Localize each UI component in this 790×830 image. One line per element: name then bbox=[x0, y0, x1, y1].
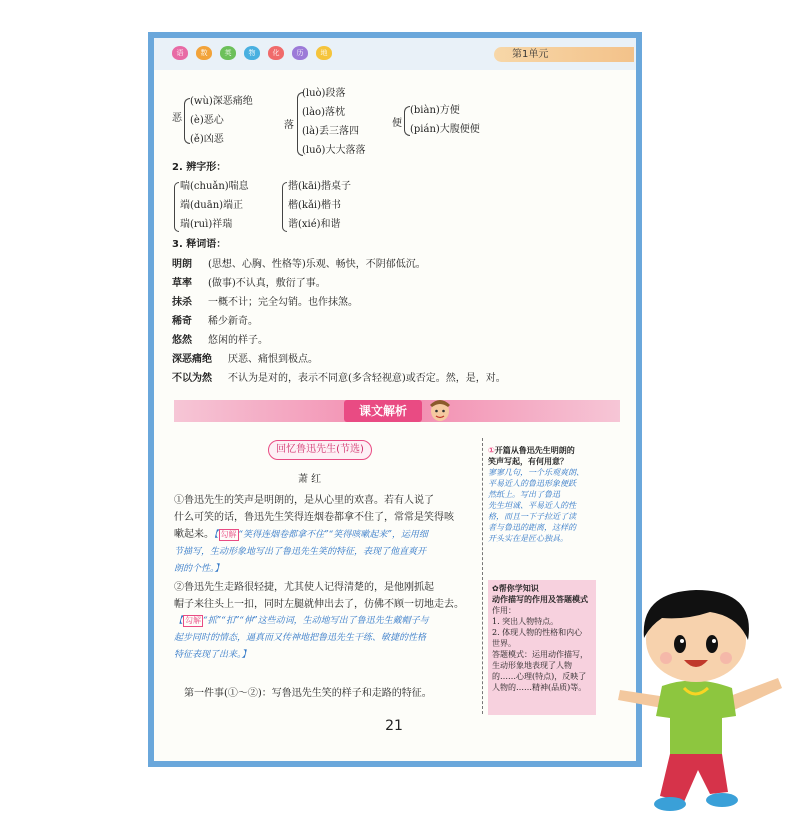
knowledge-line: 1. 突出人物特点。 bbox=[492, 617, 559, 626]
definition-term: 不以为然 bbox=[172, 373, 212, 384]
answer-line: 平易近人的鲁迅形象便跃 bbox=[488, 479, 576, 488]
subject-bubble: 化 bbox=[268, 46, 284, 60]
header-bar bbox=[154, 38, 636, 70]
knowledge-line: 2. 体现人物的性格和内心 bbox=[492, 628, 583, 637]
answer-line: 然纸上。写出了鲁迅 bbox=[488, 490, 560, 499]
knowledge-line: 的……心理(特点)，反映了 bbox=[492, 672, 587, 681]
question-line bbox=[488, 445, 600, 456]
definition-row bbox=[172, 373, 506, 385]
definition-term: 深恶痛绝 bbox=[172, 354, 212, 365]
note-line: 节描写，生动形象地写出了鲁迅先生笑的特征，表现了他直爽开 bbox=[174, 547, 427, 557]
definition-term: 明朗 bbox=[172, 259, 192, 270]
text-line: ②鲁迅先生走路很轻捷，尤其使人记得清楚的，是他刚抓起 bbox=[174, 582, 434, 593]
text-line: 什么可笑的话，鲁迅先生笑得连烟卷都拿不住了，常常是笑得咳 bbox=[174, 512, 454, 523]
definition-text: 一概不计；完全勾销。也作抹煞。 bbox=[208, 297, 358, 308]
definition-text: 稀少新奇。 bbox=[208, 316, 258, 327]
knowledge-title: ✿帮你学知识 bbox=[492, 584, 539, 593]
glyph-item: 喘(chuǎn)喘息 bbox=[180, 181, 249, 192]
cartoon-face-icon bbox=[428, 395, 452, 423]
definition-row bbox=[172, 316, 258, 328]
cartoon-boy-illustration bbox=[610, 578, 790, 830]
banner-title: 课文解析 bbox=[344, 400, 422, 422]
answer-line: 先生坦诚、平易近人的性 bbox=[488, 501, 576, 510]
answer-line: 者与鲁迅的距离，这样的 bbox=[488, 523, 576, 532]
poly-reading: (luò)段落 bbox=[302, 88, 346, 99]
knowledge-line: 作用： bbox=[492, 606, 516, 615]
paragraph-2 bbox=[174, 579, 474, 664]
textbook-page bbox=[154, 38, 636, 761]
definition-term: 草率 bbox=[172, 278, 192, 289]
section-heading: 3. 释词语： bbox=[172, 239, 227, 250]
knowledge-line: 人物的……精神(品质)等。 bbox=[492, 683, 587, 692]
question-text: 开篇从鲁迅先生明朗的 bbox=[494, 446, 575, 455]
text-line: ①鲁迅先生的笑声是明朗的，是从心里的欢喜。若有人说了 bbox=[174, 495, 434, 506]
subject-bubble: 英 bbox=[220, 46, 236, 60]
knowledge-box bbox=[488, 580, 596, 715]
definition-row bbox=[172, 335, 268, 347]
brace bbox=[174, 182, 179, 232]
note-line: 【 勾解 “抓”“扣”“伸”这些动词，生动地写出了鲁迅先生戴帽子与 bbox=[174, 616, 429, 626]
glyph-item: 谐(xié)和谐 bbox=[288, 219, 341, 230]
glyph-item: 端(duān)端正 bbox=[180, 200, 244, 211]
article-author: 萧 红 bbox=[298, 474, 322, 485]
knowledge-line: 答题模式：运用动作描写， bbox=[492, 650, 588, 659]
subject-bubble: 语 bbox=[172, 46, 188, 60]
poly-reading: (pián)大腹便便 bbox=[410, 124, 480, 135]
note-line: 起步同时的情态，逼真而又传神地把鲁迅先生干练、敏捷的性格 bbox=[174, 633, 427, 643]
poly-char-luo: 落 bbox=[284, 120, 294, 131]
sidebar-question bbox=[488, 445, 600, 544]
subject-bubble: 地 bbox=[316, 46, 332, 60]
poly-char-e: 恶 bbox=[172, 113, 182, 124]
knowledge-subtitle: 动作描写的作用及答题模式 bbox=[492, 595, 588, 604]
unit-label: 第1单元 bbox=[494, 47, 634, 62]
definition-term: 悠然 bbox=[172, 335, 192, 346]
text-segment: 嗽起来。 bbox=[174, 529, 214, 540]
poly-reading: (wù)深恶痛绝 bbox=[190, 96, 253, 107]
definition-term: 稀奇 bbox=[172, 316, 192, 327]
subject-bubble: 数 bbox=[196, 46, 212, 60]
answer-line: 寥寥几句，一个乐观爽朗、 bbox=[488, 468, 584, 477]
note-line: 朗的个性。】 bbox=[174, 564, 224, 574]
note-text: 特征表现了出来。 bbox=[174, 650, 242, 660]
glyph-item: 楷(kǎi)楷书 bbox=[288, 200, 342, 211]
definition-text: 悠闲的样子。 bbox=[208, 335, 268, 346]
definition-text: (思想、心胸、性格等)乐观、畅快，不阴郁低沉。 bbox=[208, 259, 426, 270]
definition-text: 不认为是对的，表示不同意(多含轻视意)或否定。然，是，对。 bbox=[228, 373, 506, 384]
knowledge-line: 生动形象地表现了人物 bbox=[492, 661, 572, 670]
definition-text: 厌恶、痛恨到极点。 bbox=[228, 354, 318, 365]
page-number: 21 bbox=[385, 718, 403, 734]
note-line: 特征表现了出来。】 bbox=[174, 650, 251, 660]
glyph-item: 瑞(ruì)祥瑞 bbox=[180, 219, 233, 230]
note-text: 朗的个性。 bbox=[174, 564, 215, 574]
definition-text: (做事)不认真，敷衍了事。 bbox=[208, 278, 326, 289]
note-tag: 勾解 bbox=[185, 616, 202, 625]
knowledge-line: 世界。 bbox=[492, 639, 516, 648]
note-text: “笑得连烟卷都拿不住”“笑得咳嗽起来”，运用细 bbox=[238, 530, 428, 540]
poly-reading: (luō)大大落落 bbox=[302, 145, 366, 156]
poly-reading: (lào)落枕 bbox=[302, 107, 345, 118]
poly-reading: (là)丢三落四 bbox=[302, 126, 359, 137]
section-summary: 第一件事(①～②)：写鲁迅先生笑的样子和走路的特征。 bbox=[184, 688, 432, 699]
definition-row bbox=[172, 297, 358, 309]
note-tag: 勾解 bbox=[220, 530, 237, 539]
subject-bubble: 物 bbox=[244, 46, 260, 60]
poly-reading: (è)恶心 bbox=[190, 115, 224, 126]
article-title: 回忆鲁迅先生(节选) bbox=[268, 440, 372, 460]
text-line: 帽子来往头上一扣，同时左腿就伸出去了，仿佛不顾一切地走去。 bbox=[174, 599, 464, 610]
poly-reading: (biàn)方便 bbox=[410, 105, 460, 116]
note-text: “抓”“扣”“伸”这些动词，生动地写出了鲁迅先生戴帽子与 bbox=[203, 616, 429, 626]
definition-row bbox=[172, 278, 326, 290]
answer-line: 开头实在是匠心独具。 bbox=[488, 534, 568, 543]
definition-row bbox=[172, 354, 318, 366]
answer-line: 格，而且一下子拉近了读 bbox=[488, 512, 576, 521]
brace bbox=[282, 182, 287, 232]
question-number: ① bbox=[488, 446, 495, 455]
question-line: 笑声写起，有何用意？ bbox=[488, 457, 568, 466]
text-line: 嗽起来。【 勾解 “笑得连烟卷都拿不住”“笑得咳嗽起来”，运用细 bbox=[174, 529, 428, 540]
section-heading: 2. 辨字形： bbox=[172, 162, 227, 173]
paragraph-1 bbox=[174, 492, 474, 578]
definition-row bbox=[172, 259, 426, 271]
poly-reading: (ě)凶恶 bbox=[190, 134, 224, 145]
subject-bubble: 历 bbox=[292, 46, 308, 60]
poly-char-bian: 便 bbox=[392, 118, 402, 129]
definition-term: 抹杀 bbox=[172, 297, 192, 308]
glyph-item: 揩(kāi)揩桌子 bbox=[288, 181, 352, 192]
